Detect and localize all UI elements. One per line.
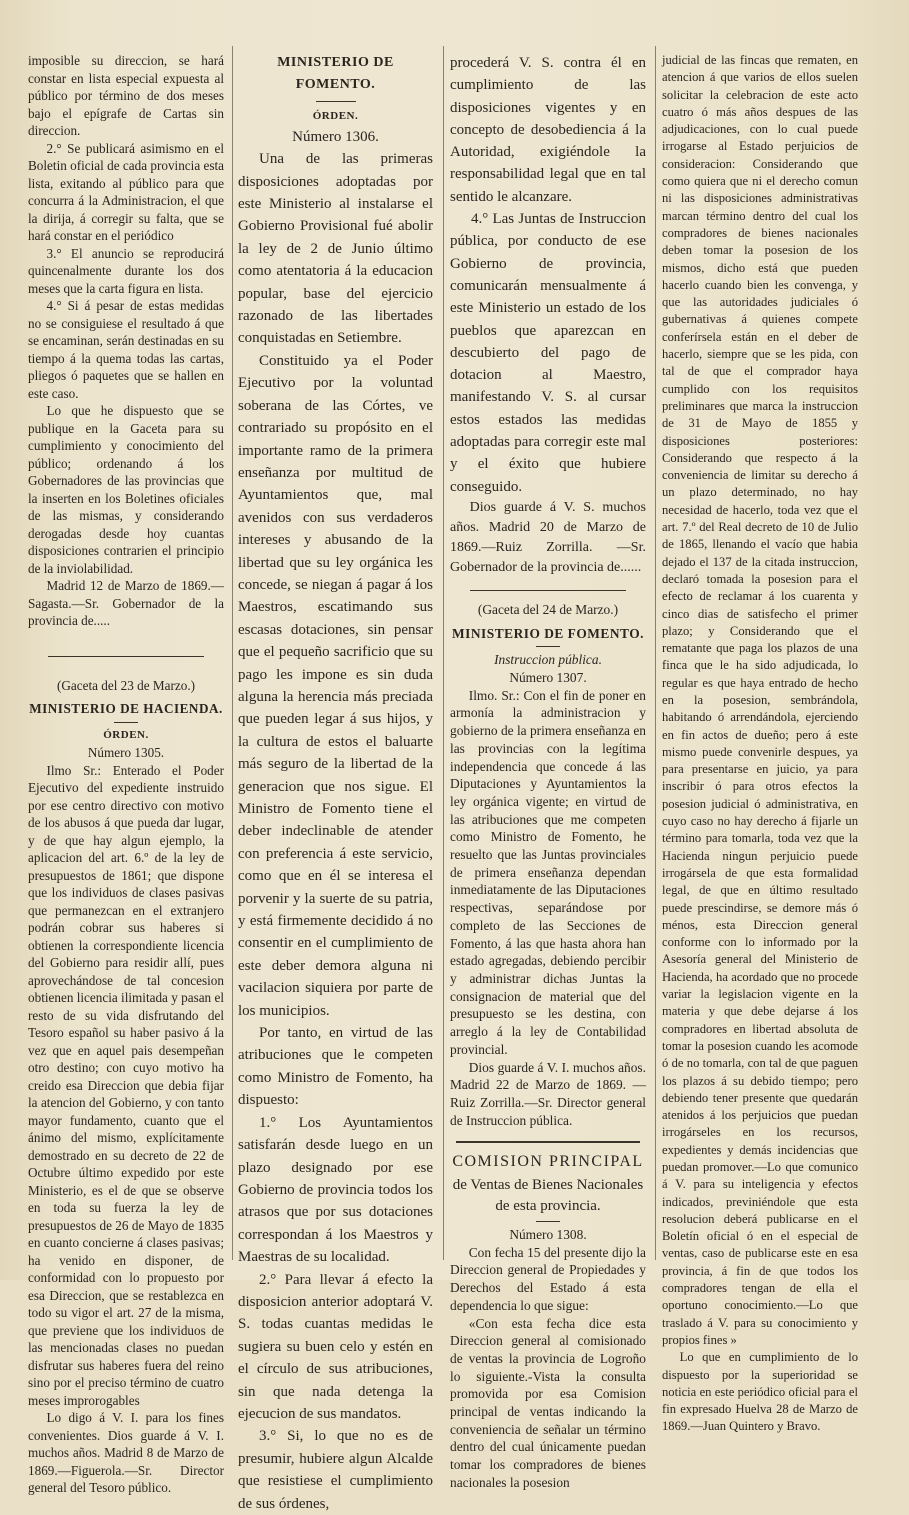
paragraph: Constituido ya el Poder Ejecutivo por la voluntad soberana de las Córtes, ve contrariado su propósito en el importante ramo de la primera enseñanza por multitud de Ayuntamientos que, mal avenidos con sus verdaderos intereses y abusando de la libertad que su ley orgánica les concede, se niegan á pagar á los Maestros, escatimando sus escasas dotaciones, sin pensar que el pequeño sacrificio que su pago les impone es sin duda alguna la herencia más preciada que pueden legar á sus hijos, y la cultura de estos el baluarte más seguro de la libertad de la generacion que nos sigue. El Ministro de Fomento tiene el deber indeclinable de atender con preferencia á este servicio, como que en él se interesa el porvenir y la suerte de su patria, y está firmemente decidido á no consentir en el cumplimiento de este deber demora alguna ni vacilacion siquiera por parte de los municipios. xyxy=(238,352,433,1019)
column-divider xyxy=(655,46,656,1260)
paragraph: Ilmo. Sr.: Con el fin de poner en armonía la administracion y gobierno de la primera enseñanza en las provincias con la legítima independencia que concede á las Diputaciones y Ayuntamientos la ley orgánica vigente; en virtud de las atribuciones que me competen como Ministro de Fomento, he resuelto que las Juntas provinciales de primera enseñanza dependan inmediatamente de las Diputaciones respectivas, separándose por completo de las Secciones de Fomento, á las que hasta ahora han estado agregadas, debiendo percibir y administrar dichas Juntas la consignacion de material que del presupuesto se les destina, con arreglo á la ley de Contabilidad provincial. xyxy=(450,687,646,1057)
paragraph: 2.° Se publicará asimismo en el Boletin oficial de cada provincia esta lista, exitando al público para que concurra á la Administracion, el que la dirija, á corregir su falta, que se hará constar en el periódico xyxy=(28,140,224,243)
paragraph: Por tanto, en virtud de las atribuciones que le competen como Ministro de Fomento, ha dispuesto: xyxy=(238,1025,433,1109)
paragraph: 3.° El anuncio se reproducirá quincenalmente durante los dos meses que la carta figura en lista. xyxy=(28,245,224,296)
paragraph: imposible su direccion, se hará constar en lista especial expuesta al público por término de dos meses bajo el epígrafe de Cartas sin direccion. xyxy=(28,53,224,138)
paragraph: 4.° Si á pesar de estas medidas no se consiguiese el resultado á que se encaminan, serán destinadas en su tiempo á la quema todas las cartas, pliegos ó paquetes que se hallen en este caso. xyxy=(28,298,224,401)
ornament-divider xyxy=(536,1221,560,1222)
column-3 xyxy=(450,52,646,1490)
ornament-divider xyxy=(316,101,356,102)
section-divider xyxy=(470,590,626,591)
paragraph: «Con esta fecha dice esta Direccion general al comisionado de ventas la provincia de Logroño lo siguiente.-Vista la consulta promovida por esa Comision principal de ventas indicando la conveniencia de señalar un término dentro del cual únicamente puedan tomar los compradores de bienes nacionales la posesion xyxy=(450,1315,646,1490)
ministry-heading: MINISTERIO DE FOMENTO. xyxy=(277,55,394,93)
commission-subtitle: de Ventas de Bienes Nacionales de esta provincia. xyxy=(452,1177,644,1215)
ministry-heading: MINISTERIO DE HACIENDA. xyxy=(29,701,223,716)
gaceta-reference: (Gaceta del 23 de Marzo.) xyxy=(56,677,196,693)
ministry-heading: MINISTERIO DE FOMENTO. xyxy=(452,625,644,641)
ornament-divider xyxy=(536,646,560,647)
order-number: Número 1308. xyxy=(509,1227,587,1243)
paragraph: 4.° Las Juntas de Instruccion pública, por conducto de ese Gobierno de provincia, comunicarán mensualmente á este Ministerio un estado de los pueblos que aparezcan en descubierto del pago de dotacion al Maestro, manifestando V. S. al cursar estos estados las medidas adoptadas para corregir este mal y el éxito que hubiere conseguido. xyxy=(450,211,646,495)
paragraph: 1.° Los Ayuntamientos satisfarán desde luego en un plazo designado por ese Gobierno de provincia todos los atrasos que por sus dotaciones correspondan á los Maestros y Maestras de su localidad. xyxy=(238,1114,433,1266)
column-2 xyxy=(238,52,433,1512)
paragraph: Con fecha 15 del presente dijo la Direccion general de Propiedades y Derechos del Estado á esta dependencia lo que sigue: xyxy=(450,1244,646,1313)
signature-line: Dios guarde á V. S. muchos años. Madrid 20 de Marzo de 1869.—Ruiz Zorrilla. —Sr. Gobernador de la provincia de...... xyxy=(450,499,646,575)
column-divider xyxy=(443,46,444,1260)
section-divider xyxy=(456,1141,640,1143)
paragraph: 2.° Para llevar á efecto la disposicion anterior adoptará V. S. todas cuantas medidas le sugiera su buen celo y estén en el círculo de sus atribuciones, sin que nada detenga la ejecucion de sus mandatos. xyxy=(238,1271,433,1422)
paragraph: Lo que en cumplimiento de lo dispuesto por la superioridad se noticia en este periódico oficial para el fin expresado Huelva 28 de Marzo de 1869.—Juan Quintero y Bravo. xyxy=(662,1350,858,1434)
section-subtitle: Instruccion pública. xyxy=(494,652,602,668)
paragraph: Dios guarde á V. I. muchos años. Madrid 22 de Marzo de 1869. —Ruiz Zorrilla.—Sr. Director general de Instruccion pública. xyxy=(450,1059,646,1128)
column-4 xyxy=(662,52,858,1434)
ornament-divider xyxy=(114,722,138,723)
paragraph: 3.° Si, lo que no es de presumir, hubiere algun Alcalde que resistiese el cumplimiento de sus órdenes, xyxy=(238,1428,433,1512)
signature-line: Madrid 12 de Marzo de 1869.—Sagasta.—Sr. Gobernador de la provincia de..... xyxy=(28,578,224,628)
column-1 xyxy=(28,52,224,1495)
paragraph: Una de las primeras disposiciones adoptadas por este Ministerio al instalarse el Gobierno Provisional fué abolir la ley de 2 de Junio último como atentatoria á la educacion popular, base del ejercicio razonado de las libertades conquistadas en Setiembre. xyxy=(238,151,433,347)
paragraph: procederá V. S. contra él en cumplimiento de las disposiciones vigentes y en concepto de desobediencia á la Autoridad, exigiéndole la responsabilidad legal que en tal sentido le alcanzare. xyxy=(450,55,646,205)
section-divider xyxy=(48,656,204,657)
order-number: Número 1306. xyxy=(292,128,379,145)
order-heading: ÓRDEN. xyxy=(312,109,359,122)
commission-heading: COMISION PRINCIPAL xyxy=(452,1153,644,1171)
order-heading: ÓRDEN. xyxy=(103,728,149,741)
paragraph: Lo que he dispuesto que se publique en la Gaceta para su cumplimiento y conocimiento del público; ordenando á los Gobernadores de las provincias que la inserten en los Boletines oficiales de las mismas, y considerando derogadas desde hoy cuantas disposiciones contrarien el principio de la inviolabilidad. xyxy=(28,403,224,576)
paragraph: Ilmo Sr.: Enterado el Poder Ejecutivo del expediente instruido por ese centro directivo con motivo de los abusos á que pueda dar lugar, y de que hay algun ejemplo, la aplicacion del art. 6.º de la ley de presupuestos de 1861; que dispone que los individuos de clases pasivas que permanezcan en el extranjero podrán cobrar sus haberes si obtienen la correspondiente licencia del Gobierno para residir allí, pues aprovechándose de tal concesion obtienen licencia ilimitada y pasan el resto de su vida disfrutando del Tesoro español su haber pasivo á la vez que en aquel pais desempeñan otro destino; con cuyo motivo ha creido esa Direccion que debia fijar la atencion del Gobierno, y con tanto mayor fundamento, cuanto que el ánimo del mismo, explícitamente demostrado en su decreto de 22 de Octubre último expedido por este Ministerio, es el de que se observe en toda su fuerza la ley de presupuestos de 26 de Mayo de 1835 en cuanto concierne á clases pasivas; ha venido en disponer, de conformidad con lo propuesto por esa Direccion, que se restablezca en todo su vigor el art. 27 de la misma, que previene que los individuos de las mencionadas clases no puedan disfrutar sus haberes fuera del reino sino por el preciso término de cuatro meses improrogables xyxy=(28,762,224,1408)
paragraph: judicial de las fincas que rematen, en atencion á que varios de ellos suelen solicitar la celebracion de este acto cuatro ó más años despues de las adjudicaciones, con lo cual puede irrogarse al Estado perjuicios de consideracion: Considerando que como quiera que ni el derecho comun ni las disposiciones administrativas marcan término dentro del cual los compradores de bienes nacionales deben tomar la posesion de los mismos, dicho está que pueden hacerlo cuando bien les convenga, y que las autoridades judiciales ó gubernativas á quienes compete conferírsela están en el deber de hacerlo, siempre que se les pida, con tal de que el comprador haya cumplido con los requisitos preliminares que marca la instruccion de 31 de Mayo de 1855 y disposiciones posteriores: Considerando que respecto á la conveniencia de limitar su derecho á un plazo determinado, no hay necesidad de hacerlo, toda vez que el art. 7.º del Real decreto de 10 de Julio de 1865, llenando el vacío que habia dejado el 137 de la citada instruccion, declaró tomada la posesion para el efecto de reclamar á los cuarenta y cinco dias de satisfecho el primer plazo; y Considerando que el rematante que paga los plazos de una finca que le ha sido adjudicada, lo regular es que haya entrado de hecho en la posesion, sembrándola, habitando ó arrendándola, ejerciendo en fin actos de dueño; pero á este mismo puede convenirle despues, ya para presentarse en juicio, ya para inscribir ó para otros efectos la posesion judicial ó administrativa, en cuyo caso no hay derecho á fijarle un término para tomarla, toda vez que la Hacienda ningun perjuicio puede irrogársela de que esta formalidad legal, de que en último resultado puede prescindirse, se demore más ó ménos, esta Direccion general conforme con lo informado por la Asesoría general del Ministerio de Hacienda, ha acordado que no procede variar la legislacion vigente en la materia y que debe dejarse á los compradores en libertad absoluta de tomar la posesion cuando les acomode ó de no tomarla, con tal de que paguen los plazos á su debido tiempo; pero debiendo tener presente que quedarán atenidos á los perjuicios que puedan irrogárseles en los recursos, expedientes y demás incidencias que puedan promover.—Lo que comunico á V. para su inteligencia y efectos indicados, previniéndole que esta resolucion deberá publicarse en el Boletín oficial ó en el especial de ventas, caso de publicarse este en esa provincia, á fin de que todos los compradores tengan de ella el oportuno conocimiento.—Lo que traslado á V. para su conocimiento y propios fines » xyxy=(662,53,858,1347)
column-divider xyxy=(232,46,233,1260)
paragraph: Lo digo á V. I. para los fines convenientes. Dios guarde á V. I. muchos años. Madrid 8 de Marzo de 1869.—Figuerola.—Sr. Director general del Tesoro público. xyxy=(28,1410,224,1495)
gaceta-reference: (Gaceta del 24 de Marzo.) xyxy=(477,601,619,617)
order-number: Número 1307. xyxy=(509,670,587,686)
order-number: Número 1305. xyxy=(87,745,165,760)
